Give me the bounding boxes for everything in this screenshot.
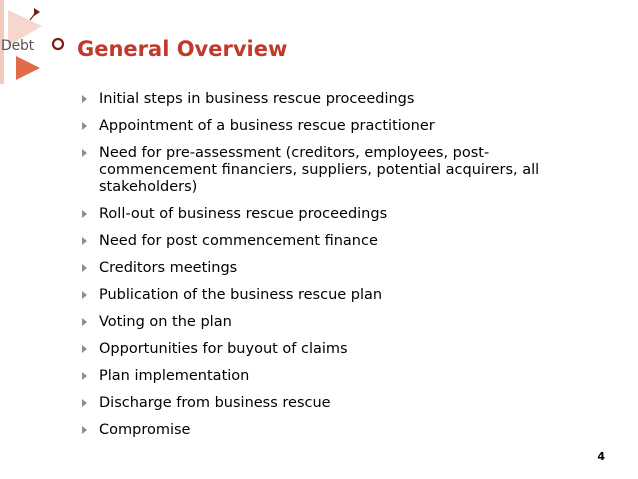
triangle-right-icon xyxy=(82,95,87,103)
list-item-text: Initial steps in business rescue proceedings xyxy=(99,91,415,107)
list-item-text: Need for pre-assessment (creditors, employees, post-commencement financiers, suppliers, potential acquirers, all stakeholders) xyxy=(99,145,540,195)
list-item-text: Roll-out of business rescue proceedings xyxy=(99,206,388,222)
slide-title: General Overview xyxy=(77,37,288,61)
list-item-text: Compromise xyxy=(99,422,191,438)
triangle-right-icon xyxy=(82,426,87,434)
triangle-right-icon xyxy=(82,264,87,272)
list-item xyxy=(82,422,552,439)
triangle-right-icon xyxy=(82,345,87,353)
list-item xyxy=(82,341,552,358)
list-item xyxy=(82,145,552,196)
list-item-text: Voting on the plan xyxy=(99,314,232,330)
list-item xyxy=(82,91,552,108)
list-item-text: Appointment of a business rescue practitioner xyxy=(99,118,435,134)
triangle-right-icon xyxy=(82,237,87,245)
list-item-text: Publication of the business rescue plan xyxy=(99,287,383,303)
list-item xyxy=(82,287,552,304)
bullet-list xyxy=(82,91,552,449)
triangle-right-icon xyxy=(82,372,87,380)
list-item xyxy=(82,314,552,331)
list-item-text: Creditors meetings xyxy=(99,260,238,276)
list-item xyxy=(82,395,552,412)
logo-text: Debt xyxy=(1,38,34,54)
triangle-right-icon xyxy=(82,149,87,157)
page-number: 4 xyxy=(597,450,605,463)
list-item-text: Need for post commencement finance xyxy=(99,233,378,249)
triangle-right-icon xyxy=(82,291,87,299)
triangle-right-icon xyxy=(82,210,87,218)
triangle-right-icon xyxy=(82,318,87,326)
list-item-text: Opportunities for buyout of claims xyxy=(99,341,348,357)
list-item-text: Discharge from business rescue xyxy=(99,395,331,411)
list-item xyxy=(82,233,552,250)
list-item-text: Plan implementation xyxy=(99,368,250,384)
logo xyxy=(0,0,72,84)
list-item xyxy=(82,368,552,385)
list-item xyxy=(82,260,552,277)
triangle-right-icon xyxy=(82,399,87,407)
list-item xyxy=(82,206,552,223)
list-item xyxy=(82,118,552,135)
triangle-right-icon xyxy=(82,122,87,130)
